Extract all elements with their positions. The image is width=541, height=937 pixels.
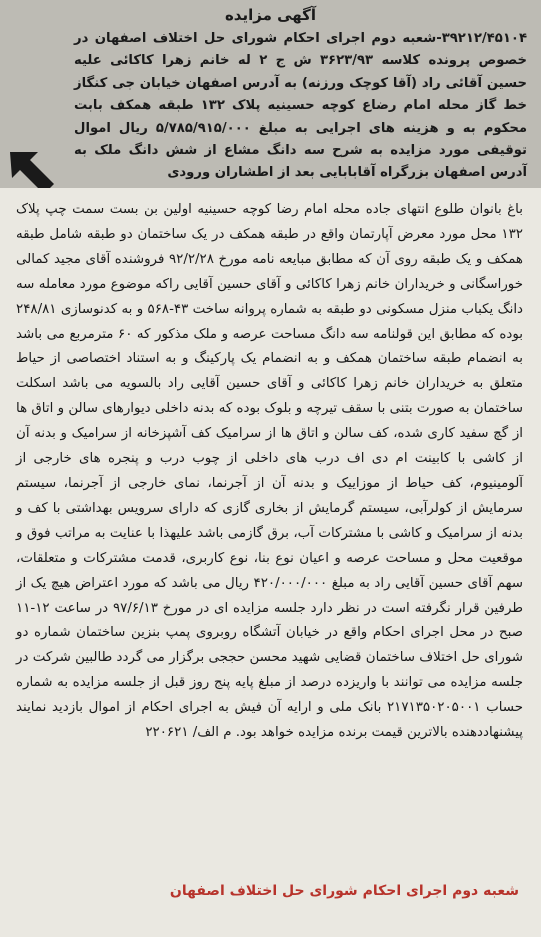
notice-top-paragraph: ۳۹۲۱۲/۴۵۱۰۴-شعبه دوم اجرای احکام شورای حل اختلاف اصفهان در خصوص پرونده کلاسه ۳۶۲۳/۹۳ ش ج ۲ له خانم زهرا کاکائی علیه حسین آقائی راد (آقا کوچک ورزنه) به آدرس اصفهان خیابان جی کنگاز خط گاز محله امام رضاع کوچه حسینیه پلاک ۱۳۲ طبقه همکف بابت محکوم به و هزینه های اجرایی به مبلغ ۵/۷۸۵/۹۱۵/۰۰۰ ریال اموال توقیفی مورد مزایده به شرح سه دانگ مشاع از شش دانگ ملک به آدرس اصفهان بزرگراه آقابابایی بعد از اطشاران ورودی: [74, 31, 527, 181]
notice-body-section: [0, 188, 541, 937]
notice-header-section: [0, 0, 541, 190]
notice-footer-signature: شعبه دوم اجرای احکام شورای حل اختلاف اصفهان: [169, 883, 519, 899]
notice-title: آگهی مزایده: [224, 6, 317, 24]
notice-body-paragraph: باغ بانوان طلوع انتهای جاده محله امام رضا کوچه حسینیه اولین بن بست سمت چپ پلاک ۱۳۲ محل مورد معرض آپارتمان واقع در طبقه همکف در یک ساختمان دو طبقه شامل طبقه همکف و یک طبقه روی آن که مطابق مبایعه نامه مورخ ۹۲/۲/۲۸ فروشنده آقای مجید کمالی خوراسگانی و خریداران خانم زهرا کاکائی و آقای حسین آقایی راکه موضوع مورد معامله سه دانگ یکباب منزل مسکونی دو طبقه به شماره پروانه ساخت ۴۳-۵۶۸ و به کدنوسازی ۲۴۸/۸۱ بوده که مطابق این قولنامه سه دانگ مساحت عرصه و ملک مذکور که ۶۰ مترمربع می باشد به انضمام طبقه ساختمان همکف و به انضمام یک پارکینگ و به استناد اختصاصی از حیاط متعلق به خریداران خانم زهرا کاکائی و آقای حسین آقایی راد بالسویه می باشد اسکلت ساختمان به صورت بتنی با سقف تیرچه و بلوک بوده که بدنه داخلی دیوارهای سالن و اتاق ها از گچ سفید کاری شده، کف سالن و اتاق ها از سرامیک کف آشپزخانه از سرامیک و بدنه آن از کاشی با کابینت ام دی اف درب های داخلی از چوب درب و پنجره های خارجی از آلومینیوم، کف حیاط از موزاییک و بدنه آن از آجرنما، نمای خارجی از آجرنما، سیستم سرمایش از کولرآبی، سیستم گرمایش از بخاری گازی که دارای سرویس بهداشتی با کف و بدنه از سرامیک و کاشی با مشترکات آب، برق گازمی باشد علیهذا با عنایت به مراتب فوق و موقعیت محل و مساحت عرصه و اعیان نوع بنا، نوع کاربری، قدمت مشترکات و متعلقات، سهم آقای حسین آقایی راد به مبلغ ۴۲۰/۰۰۰/۰۰۰ ریال می باشد که مورد اعتراض هیچ یک از طرفین قرار نگرفته است در نظر دارد جلسه مزایده ای در مورخ ۹۷/۶/۱۳ در ساعت ۱۲-۱۱ صبح در محل اجرای احکام واقع در خیابان آتشگاه روبروی پمپ بنزین ساختمان شماره دو شورای حل اختلاف ساختمان قضایی شهید محسن حججی برگزار می گردد طالبین شرکت در جلسه مزایده می توانند با واریزده درصد از مبلغ پایه پنج روز قبل از جلسه مزایده به شماره حساب ۲۱۷۱۳۵۰۲۰۵۰۰۱ بانک ملی و ارایه آن فیش به اجرای احکام از اموال بازدید نمایند پیشنهاددهنده بالاترین قیمت برنده مزایده خواهد بود. م الف/ ۲۲۰۶۲۱: [16, 202, 523, 741]
